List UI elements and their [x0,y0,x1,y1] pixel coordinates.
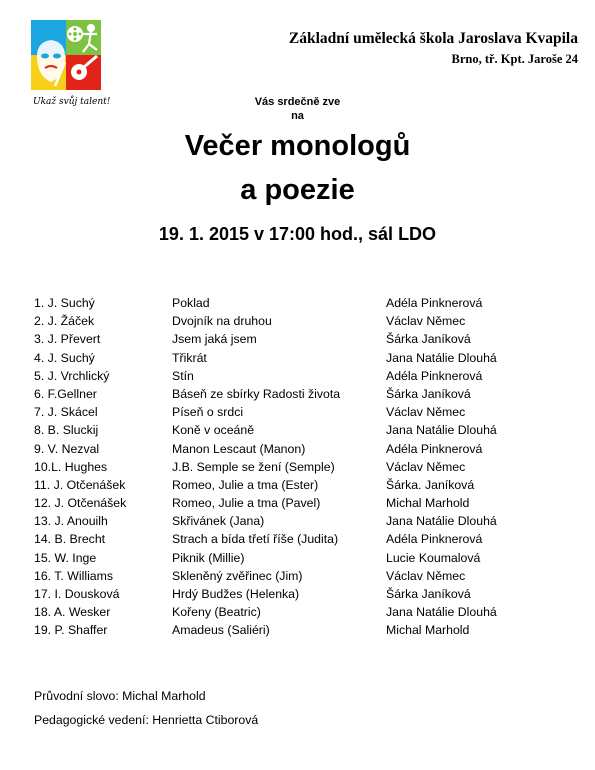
footer-teaching: Pedagogické vedení: Henrietta Ctiborová [34,713,259,727]
program-title: Romeo, Julie a tma (Pavel) [172,496,321,511]
program-row [34,605,574,623]
invite-line: Vás srdečně zve [254,96,341,108]
program-performer: Adéla Pinknerová [386,296,483,310]
program-performer: Jana Natálie Dlouhá [386,423,497,438]
program-performer: Václav Němec [386,405,466,420]
program-title: Báseň ze sbírky Radosti života [172,386,341,401]
school-name: Základní umělecká škola Jaroslava Kvapila [288,30,578,47]
program-performer: Jana Natálie Dlouhá [386,605,497,620]
program-author: 5. J. Vrchlický [34,368,110,383]
program-title: Kořeny (Beatric) [172,605,261,620]
program-performer: Václav Němec [386,568,466,583]
program-performer: Šárka Janíková [386,332,471,347]
program-performer: Šárka Janíková [386,386,471,401]
program-author: 15. W. Inge [34,550,97,565]
program-author: 3. J. Převert [34,332,101,347]
program-performer: Václav Němec [386,314,466,329]
event-title: Večer monologů [184,130,411,162]
program-author: 9. V. Nezval [34,441,100,456]
program-title: Stín [172,368,194,383]
program-author: 4. J. Suchý [34,350,95,365]
school-logo [31,20,101,90]
program-author: 10.L. Hughes [34,459,108,474]
program-row [34,623,574,641]
program-row [34,296,574,314]
program-performer: Adéla Pinknerová [386,532,483,547]
program-title: J.B. Semple se žení (Semple) [172,459,335,474]
program-list [34,296,574,642]
program-title: Třikrát [172,350,207,365]
program-performer: Jana Natálie Dlouhá [386,514,497,529]
program-title: Koně v oceáně [172,423,255,438]
program-performer: Michal Marhold [386,496,470,511]
program-row [34,587,574,605]
program-author: 1. J. Suchý [34,296,95,310]
program-performer: Adéla Pinknerová [386,368,483,383]
program-performer: Václav Němec [386,459,466,474]
program-title: Dvojník na druhou [172,314,272,329]
logo-motto: Ukaž svůj talent! [33,97,111,107]
program-author: 7. J. Skácel [34,405,98,420]
invite-line: na [291,110,304,122]
program-title: Jsem jaká jsem [172,332,257,347]
program-row [34,351,574,369]
program-title: Hrdý Budžes (Helenka) [172,587,300,601]
program-performer: Adéla Pinknerová [386,441,483,456]
program-author: 16. T. Williams [34,568,114,583]
program-author: 2. J. Žáček [34,314,95,329]
event-title: a poezie [240,174,355,206]
program-author: 13. J. Anouilh [34,514,108,529]
program-row [34,405,574,423]
program-title: Poklad [172,296,210,310]
footer-opening: Průvodní slovo: Michal Marhold [34,689,206,703]
program-performer: Lucie Koumalová [386,550,481,565]
program-author: 6. F.Gellner [34,386,97,401]
program-performer: Michal Marhold [386,623,470,638]
program-performer: Jana Natálie Dlouhá [386,350,497,365]
program-title: Piknik (Millie) [172,550,245,565]
program-row [34,514,574,532]
program-author: 18. A. Wesker [34,605,111,620]
program-title: Romeo, Julie a tma (Ester) [172,477,319,492]
program-title: Skřivánek (Jana) [172,514,265,529]
program-author: 8. B. Sluckij [34,423,99,438]
program-row [34,442,574,460]
program-row [34,460,574,478]
program-title: Amadeus (Saliéri) [172,623,270,638]
program-row [34,496,574,514]
program-title: Skleněný zvěřinec (Jim) [172,568,303,583]
program-row [34,551,574,569]
program-author: 11. J. Otčenášek [34,477,126,492]
program-title: Strach a bída třetí říše (Judita) [172,532,339,547]
school-address: Brno, tř. Kpt. Jaroše 24 [451,52,578,66]
program-row [34,423,574,441]
program-author: 17. I. Dousková [34,587,120,601]
program-row [34,314,574,332]
event-date: 19. 1. 2015 v 17:00 hod., sál LDO [158,224,437,244]
program-author: 19. P. Shaffer [34,623,108,638]
program-author: 14. B. Brecht [34,532,106,547]
program-row [34,369,574,387]
program-author: 12. J. Otčenášek [34,496,127,511]
program-row [34,387,574,405]
program-row [34,478,574,496]
program-row [34,332,574,350]
program-row [34,569,574,587]
program-title: Píseň o srdci [172,405,244,420]
program-performer: Šárka Janíková [386,587,471,601]
program-title: Manon Lescaut (Manon) [172,441,306,456]
program-performer: Šárka. Janíková [386,477,475,492]
program-row [34,532,574,550]
